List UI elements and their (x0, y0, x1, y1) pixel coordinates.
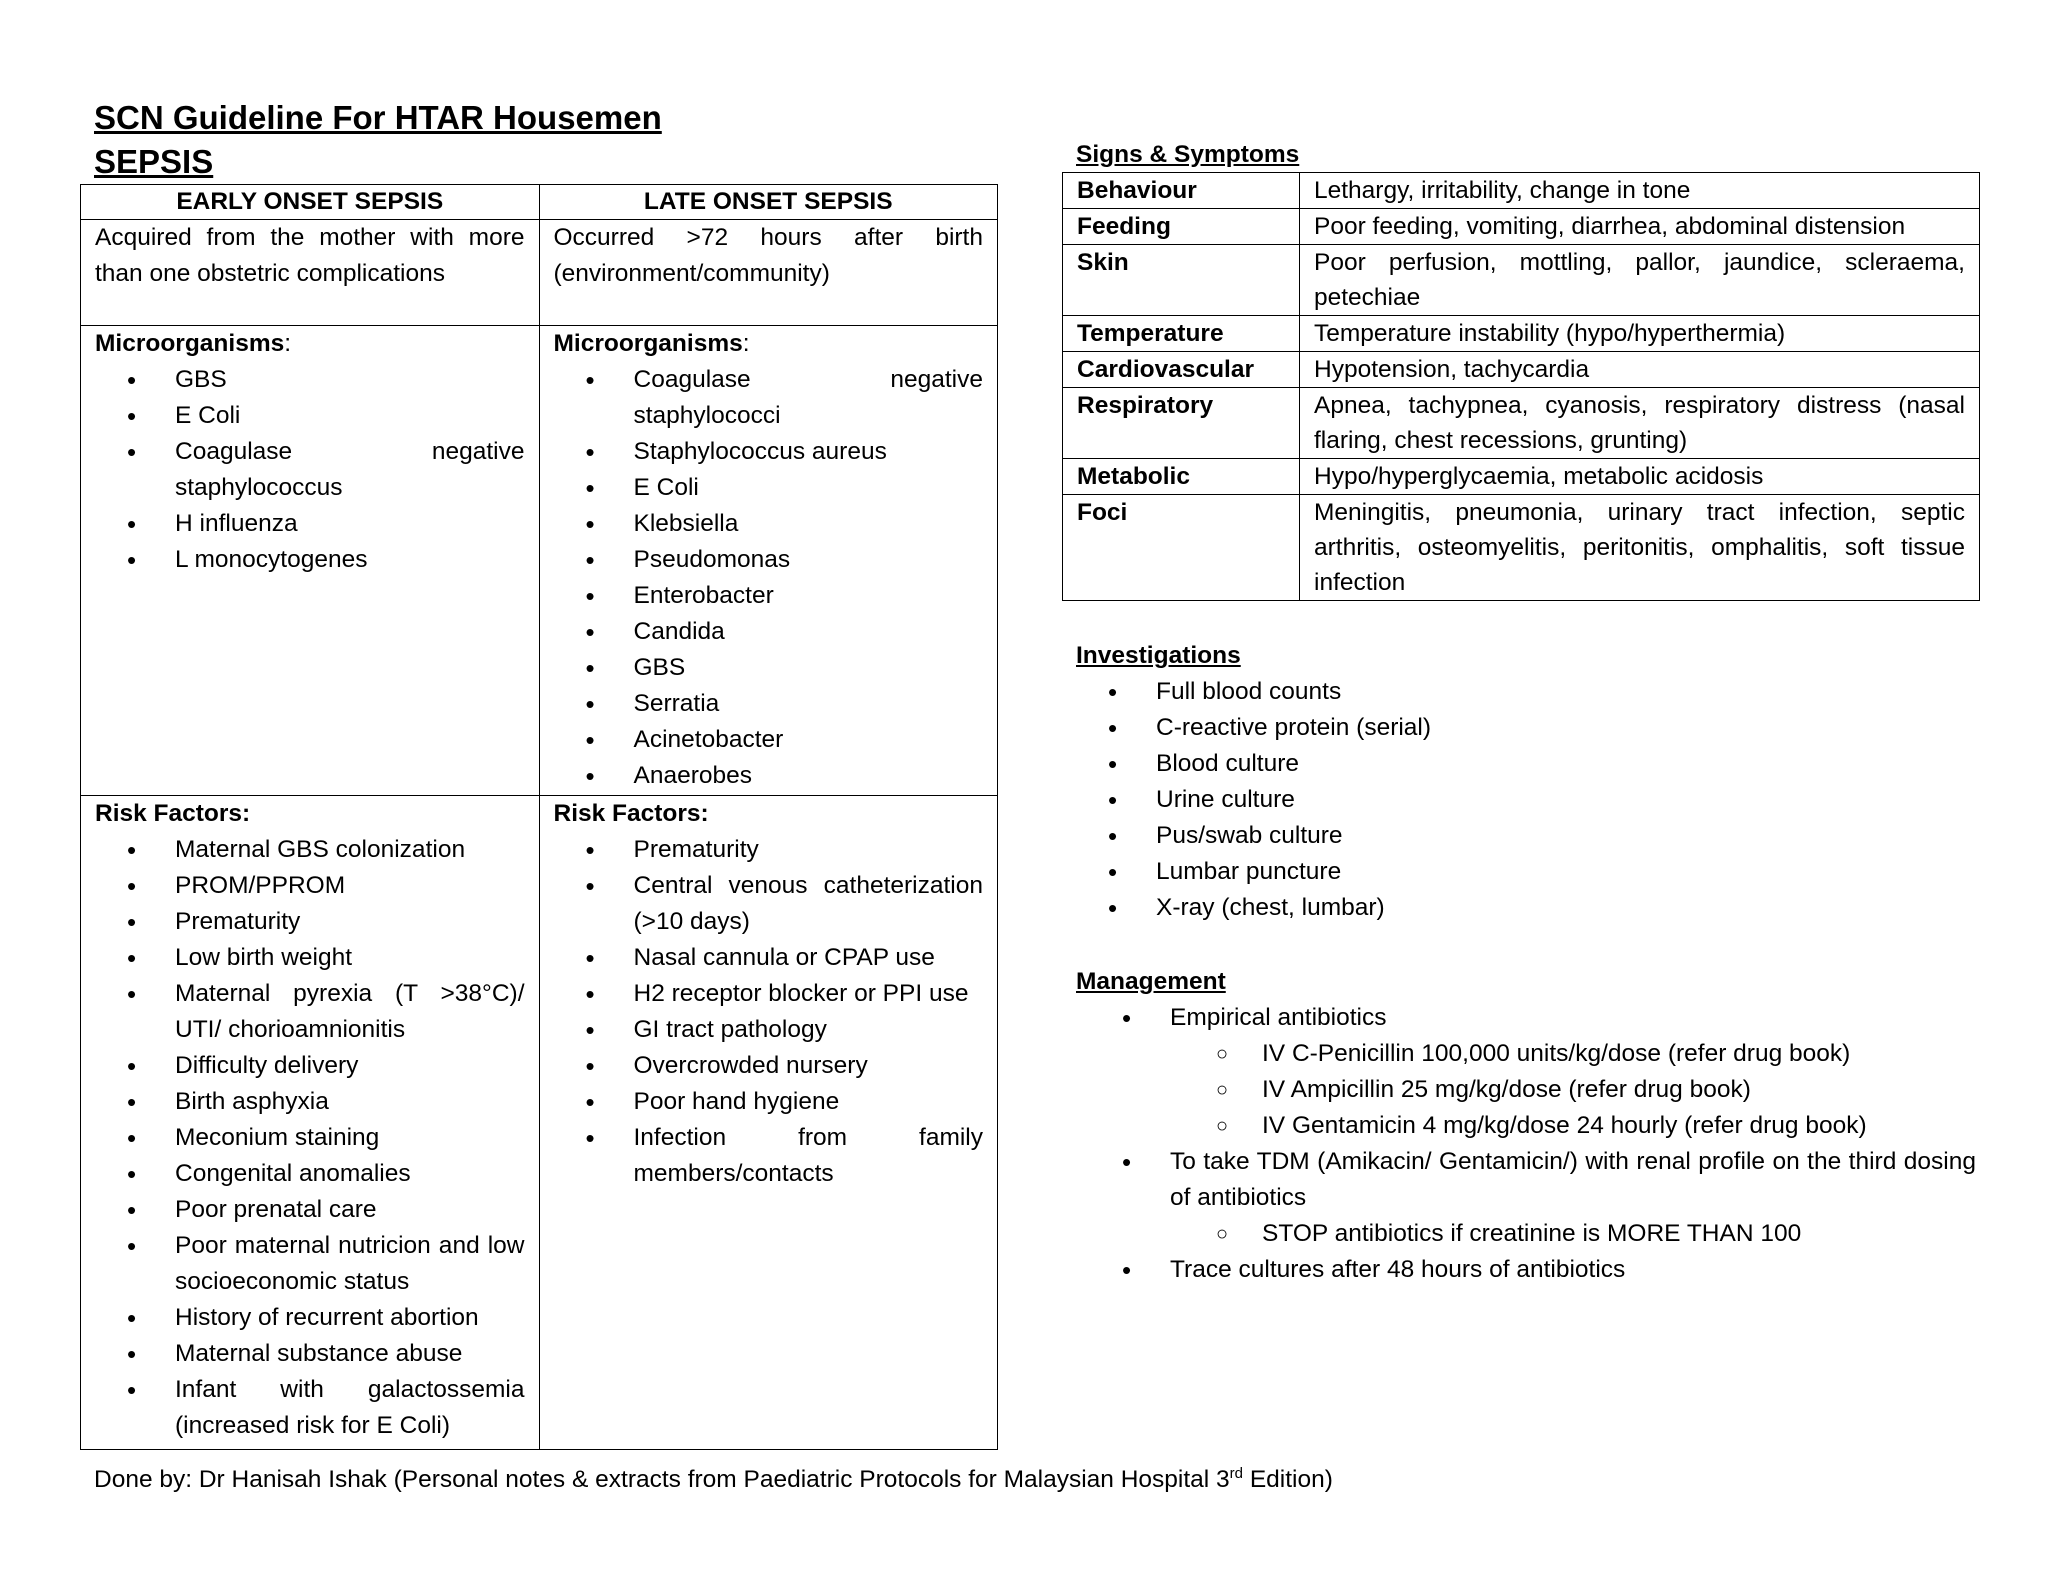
list-item: • H2 receptor blocker or PPI use (634, 976, 984, 1012)
management-item (1170, 1252, 1976, 1288)
sign-description: Hypotension, tachycardia (1300, 352, 1980, 388)
signs-row (1063, 388, 1980, 459)
sign-category: Respiratory (1063, 388, 1300, 459)
list-item: • PROM/PPROM (175, 868, 525, 904)
signs-row (1063, 245, 1980, 316)
sign-category: Foci (1063, 495, 1300, 601)
sign-description: Hypo/hyperglycaemia, metabolic acidosis (1300, 459, 1980, 495)
list-item: • Maternal pyrexia (T >38°C)/ UTI/ chorioamnionitis (175, 976, 525, 1048)
signs-row (1063, 173, 1980, 209)
early-onset-header: EARLY ONSET SEPSIS (81, 185, 540, 220)
early-risk-factors-cell (81, 796, 540, 1450)
list-item: • Urine culture (1156, 782, 2048, 818)
onset-sepsis-table (80, 184, 998, 1450)
sign-description: Meningitis, pneumonia, urinary tract infection, septic arthritis, osteomyelitis, peritonitis, omphalitis, soft tissue infection (1300, 495, 1980, 601)
sign-category: Temperature (1063, 316, 1300, 352)
list-item: • Low birth weight (175, 940, 525, 976)
list-item: • Poor hand hygiene (634, 1084, 984, 1120)
list-item: • Anaerobes (634, 758, 984, 794)
list-item: ○ STOP antibiotics if creatinine is MORE THAN 100 (1262, 1216, 1976, 1252)
sign-category: Feeding (1063, 209, 1300, 245)
footer-superscript: rd (1229, 1464, 1244, 1482)
list-item: • Full blood counts (1156, 674, 2048, 710)
list-item: • Maternal substance abuse (175, 1336, 525, 1372)
list-item: ○ IV C-Penicillin 100,000 units/kg/dose (refer drug book) (1262, 1036, 1976, 1072)
list-item: • Birth asphyxia (175, 1084, 525, 1120)
list-item: ○ IV Gentamicin 4 mg/kg/dose 24 hourly (refer drug book) (1262, 1108, 1976, 1144)
list-item: • E Coli (634, 470, 984, 506)
sign-category: Cardiovascular (1063, 352, 1300, 388)
signs-row (1063, 316, 1980, 352)
sign-description: Poor perfusion, mottling, pallor, jaundice, scleraema, petechiae (1300, 245, 1980, 316)
list-item: • Infant with galactossemia (increased risk for E Coli) (175, 1372, 525, 1444)
late-micro-list (554, 362, 984, 794)
list-item: • Prematurity (175, 904, 525, 940)
tdm-sub-list (1170, 1216, 1976, 1252)
sign-category: Behaviour (1063, 173, 1300, 209)
list-item: • GI tract pathology (634, 1012, 984, 1048)
sign-description: Poor feeding, vomiting, diarrhea, abdominal distension (1300, 209, 1980, 245)
list-item: • Congenital anomalies (175, 1156, 525, 1192)
late-onset-header: LATE ONSET SEPSIS (539, 185, 998, 220)
list-item: • Nasal cannula or CPAP use (634, 940, 984, 976)
early-risk-label: Risk Factors: (95, 800, 251, 827)
management-item (1170, 1000, 1976, 1144)
list-item: • Poor prenatal care (175, 1192, 525, 1228)
list-item: • Meconium staining (175, 1120, 525, 1156)
signs-row (1063, 209, 1980, 245)
investigations-list (1076, 674, 2048, 926)
list-item: • Central venous catheterization (>10 days) (634, 868, 984, 940)
footer-tail: Edition) (1243, 1466, 1333, 1493)
signs-symptoms-table (1062, 172, 1980, 601)
signs-row (1063, 495, 1980, 601)
list-item: • Pus/swab culture (1156, 818, 2048, 854)
early-micro-label: Microorganisms (95, 330, 285, 357)
list-item: • Enterobacter (634, 578, 984, 614)
tdm-instruction: To take TDM (Amikacin/ Gentamicin/) with renal profile on the third dosing of antibiotics (1170, 1148, 1976, 1211)
list-item: • X-ray (chest, lumbar) (1156, 890, 2048, 926)
list-item: • Staphylococcus aureus (634, 434, 984, 470)
management-section (1076, 1000, 1976, 1288)
signs-row (1063, 459, 1980, 495)
management-heading: Management (1076, 968, 1226, 995)
early-microorganisms-cell: Microorganisms: • GBS • E Coli • Coagulase negative staphylococcus • H influenza • L monocytogenes (81, 326, 540, 796)
list-item: • Overcrowded nursery (634, 1048, 984, 1084)
list-item: ○ IV Ampicillin 25 mg/kg/dose (refer drug book) (1262, 1072, 1976, 1108)
list-item: • Infection from family members/contacts (634, 1120, 984, 1192)
empirical-antibiotics: Empirical antibiotics (1170, 1004, 1387, 1031)
list-item: • Coagulase negative staphylococcus (175, 434, 525, 506)
sign-description: Apnea, tachypnea, cyanosis, respiratory distress (nasal flaring, chest recessions, grunting) (1300, 388, 1980, 459)
late-risk-list (554, 832, 984, 1192)
signs-row (1063, 352, 1980, 388)
list-item: • Pseudomonas (634, 542, 984, 578)
investigations-heading: Investigations (1076, 642, 1241, 669)
early-risk-list (95, 832, 525, 1444)
late-micro-label: Microorganisms (553, 330, 743, 357)
list-item: • L monocytogenes (175, 542, 525, 578)
sign-category: Skin (1063, 245, 1300, 316)
late-onset-definition: Occurred >72 hours after birth (environment/community) (539, 220, 998, 326)
sign-description: Lethargy, irritability, change in tone (1300, 173, 1980, 209)
list-item: • C-reactive protein (serial) (1156, 710, 2048, 746)
list-item: • Klebsiella (634, 506, 984, 542)
early-micro-list (95, 362, 525, 578)
footer-credit (94, 1462, 1333, 1498)
list-item: • Prematurity (634, 832, 984, 868)
list-item: • E Coli (175, 398, 525, 434)
list-item: • Poor maternal nutricion and low socioeconomic status (175, 1228, 525, 1300)
sign-category: Metabolic (1063, 459, 1300, 495)
sign-description: Temperature instability (hypo/hyperthermia) (1300, 316, 1980, 352)
list-item: • Maternal GBS colonization (175, 832, 525, 868)
list-item: • Blood culture (1156, 746, 2048, 782)
late-risk-label: Risk Factors: (553, 800, 709, 827)
list-item: • Difficulty delivery (175, 1048, 525, 1084)
list-item: • H influenza (175, 506, 525, 542)
document-title: SCN Guideline For HTAR Housemen (94, 99, 662, 136)
antibiotic-dose-list (1170, 1036, 1976, 1144)
list-item: • History of recurrent abortion (175, 1300, 525, 1336)
management-item (1170, 1144, 1976, 1252)
signs-heading: Signs & Symptoms (1076, 141, 1300, 168)
footer-text: Done by: Dr Hanisah Ishak (Personal notes & extracts from Paediatric Protocols for Malaysian Hospital 3 (94, 1466, 1230, 1493)
trace-cultures: Trace cultures after 48 hours of antibiotics (1170, 1256, 1626, 1283)
list-item: • Serratia (634, 686, 984, 722)
late-risk-factors-cell (539, 796, 998, 1450)
document-subtitle: SEPSIS (94, 143, 214, 180)
list-item: • Coagulase negative staphylococci (634, 362, 984, 434)
list-item: • Lumbar puncture (1156, 854, 2048, 890)
list-item: • GBS (634, 650, 984, 686)
list-item: • Acinetobacter (634, 722, 984, 758)
early-onset-definition: Acquired from the mother with more than one obstetric complications (81, 220, 540, 326)
late-microorganisms-cell: Microorganisms: • Coagulase negative staphylococci • Staphylococcus aureus • E Coli • Klebsiella • Pseudomonas • Enterobacter • Candida • GBS • Serratia • Acinetobacter • Anaerobes (539, 326, 998, 796)
list-item: • GBS (175, 362, 525, 398)
list-item: • Candida (634, 614, 984, 650)
